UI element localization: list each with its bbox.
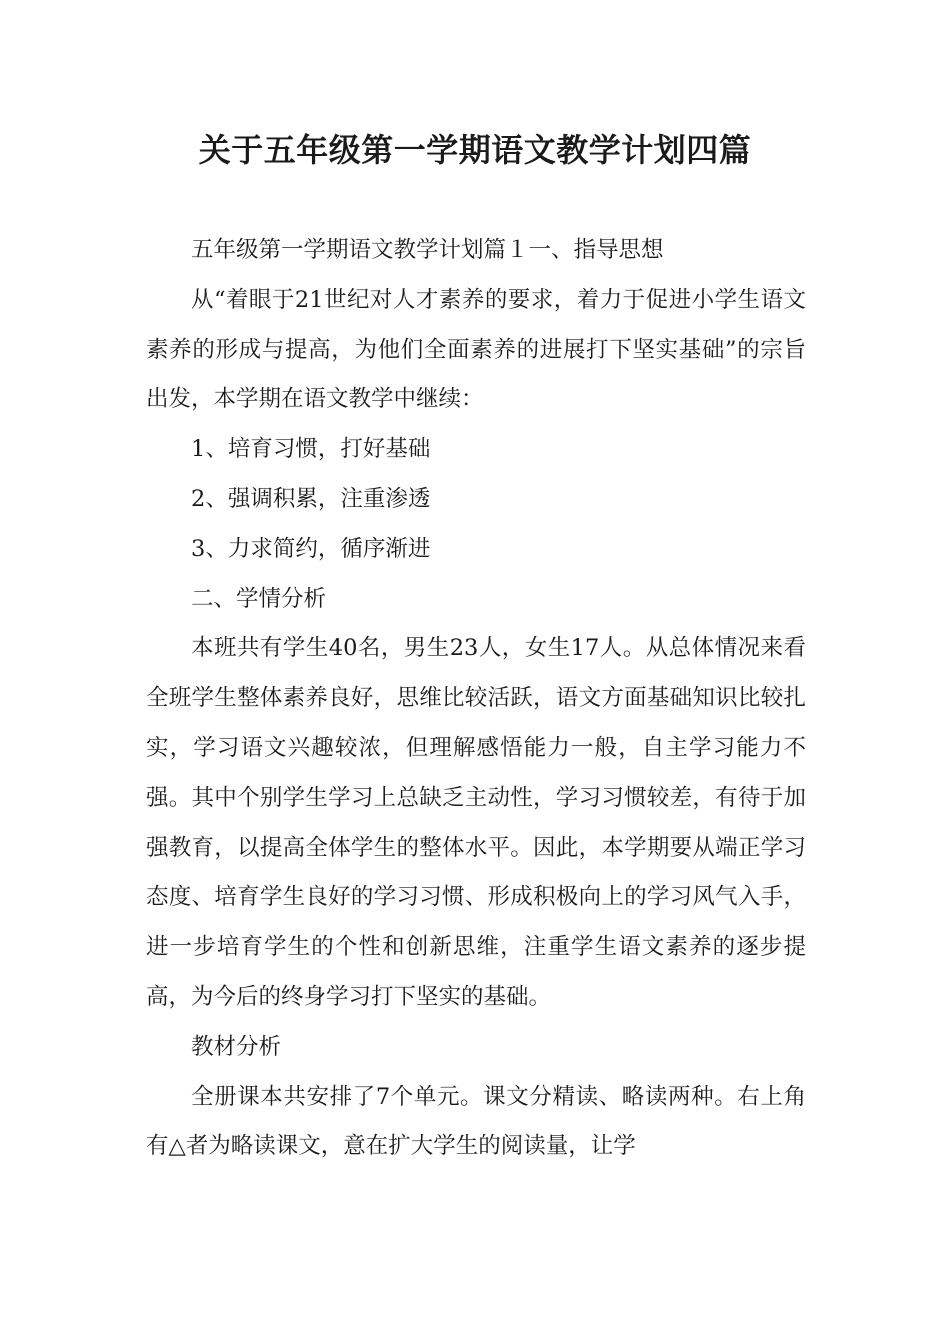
paragraph-point-1: 1、培育习惯，打好基础: [191, 436, 431, 463]
paragraph-point-3: 3、力求简约，循序渐进: [191, 535, 431, 562]
document-body: [146, 226, 806, 1172]
paragraph-textbook-analysis: 全册课本共安排了7个单元。课文分精读、略读两种。右上角有△者为略读课文，意在扩大学生的阅读量，让学: [146, 1083, 806, 1160]
paragraph-section-heading-2: 二、学情分析: [191, 585, 327, 612]
paragraph-section-heading-1: 五年级第一学期语文教学计划篇１一、指导思想: [191, 237, 664, 263]
document-title: 关于五年级第一学期语文教学计划四篇: [198, 131, 752, 169]
paragraph-section-heading-3: 教材分析: [191, 1033, 282, 1060]
paragraph-guiding-principle: 从“着眼于21世纪对人才素养的要求，着力于促进小学生语文素养的形成与提高，为他们全面素养的进展打下坚实基础”的宗旨出发，本学期在语文教学中继续：: [146, 286, 806, 413]
paragraph-student-analysis: 本班共有学生40名，男生23人，女生17人。从总体情况来看全班学生整体素养良好，思维比较活跃，语文方面基础知识比较扎实，学习语文兴趣较浓，但理解感悟能力一般，自主学习能力不强。其中个别学生学习上总缺乏主动性，学习习惯较差，有待于加强教育，以提高全体学生的整体水平。因此，本学期要从端正学习态度、培育学生良好的学习习惯、形成积极向上的学习风气入手，进一步培育学生的个性和创新思维，注重学生语文素养的逐步提高，为今后的终身学习打下坚实的基础。: [146, 635, 806, 1010]
paragraph-point-2: 2、强调积累，注重渗透: [191, 485, 431, 512]
